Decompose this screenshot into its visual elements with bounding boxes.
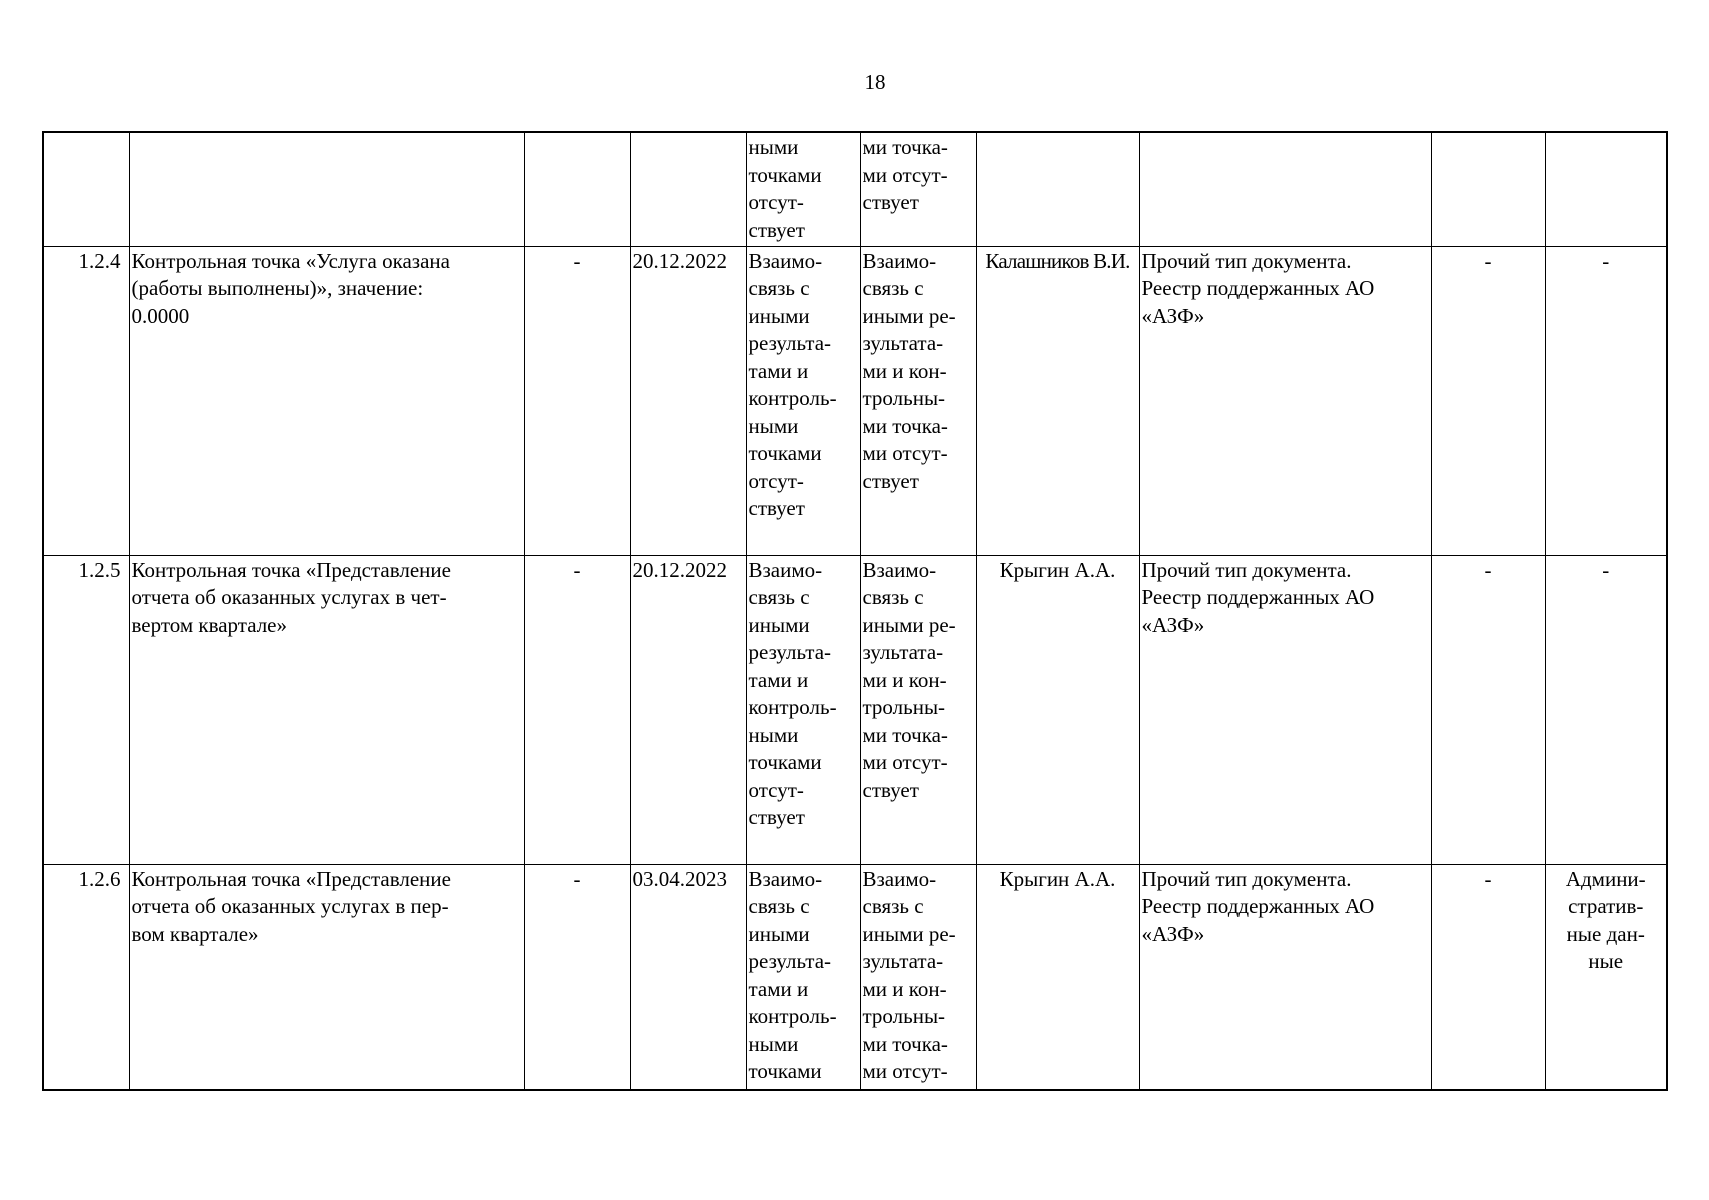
col9-cell: -	[1431, 555, 1545, 864]
table-row	[43, 246, 1667, 555]
cell-text-line: отсут-	[748, 777, 804, 802]
cell-text-line: Прочий тип документа.	[1141, 248, 1352, 273]
cell-text-line: (работы выполнены)», значение:	[131, 276, 424, 300]
cell-text-line: связь с	[748, 894, 810, 918]
table-body	[43, 132, 1667, 1090]
cell-text-line: результа-	[748, 640, 832, 664]
cell-text-line: Реестр поддержанных АО	[1141, 894, 1375, 918]
cell-text-line: ные дан-	[1566, 921, 1645, 946]
cell-text-line: Взаимо-	[748, 866, 823, 891]
relation-results-cell	[746, 246, 860, 555]
cell-text-line: ными	[748, 135, 799, 159]
cell-text-line: ми и кон-	[862, 358, 947, 383]
cell-text-line: ствует	[862, 777, 919, 802]
cell-text-line: Взаимо-	[862, 248, 937, 273]
cell-text-line: контроль-	[748, 1004, 837, 1028]
cell-text-line: связь с	[862, 894, 924, 918]
cell-text-line: Взаимо-	[748, 557, 823, 582]
cell-text-line: ми и кон-	[862, 667, 947, 692]
cell-text-line: точками	[748, 750, 822, 774]
col3-cell: -	[524, 246, 630, 555]
col9-cell: -	[1431, 246, 1545, 555]
cell-text-line: Прочий тип документа.	[1141, 557, 1352, 582]
document-type-cell	[1139, 246, 1431, 555]
control-point-name-cell	[129, 864, 524, 1090]
cell-text-line: иными	[748, 921, 810, 946]
cell-text-line: ми отсут-	[862, 441, 948, 465]
cell-text-line: тами и	[748, 358, 809, 383]
document-type-cell	[1139, 864, 1431, 1090]
cell-text-line: точками	[748, 162, 822, 187]
relation-results-cell	[746, 864, 860, 1090]
relation-results-cell	[746, 555, 860, 864]
cell-text-line: ми отсут-	[862, 750, 948, 774]
document-type-cell	[1139, 555, 1431, 864]
cell-text-line: «АЗФ»	[1141, 303, 1205, 328]
cell-text-line: иными	[748, 303, 810, 328]
cell-text-line: ными	[748, 1031, 799, 1056]
relation-points-cell	[860, 555, 976, 864]
control-points-table	[42, 131, 1668, 1091]
cell-text-line: ствует	[862, 190, 919, 214]
col10-cell	[1545, 555, 1667, 864]
cell-text-line: связь с	[748, 585, 810, 609]
date-cell: 20.12.2022	[630, 246, 746, 555]
date-cell: 20.12.2022	[630, 555, 746, 864]
cell-text-line: отсут-	[748, 190, 804, 214]
cell-text-line: связь с	[862, 585, 924, 609]
cell-text-line: Взаимо-	[748, 248, 823, 273]
cell-text-line: зультата-	[862, 640, 944, 664]
relation-points-cell	[860, 246, 976, 555]
cell-text-line: иными	[748, 612, 810, 637]
cell-text-line: иными ре-	[862, 612, 956, 637]
date-cell	[630, 132, 746, 246]
responsible-person-cell	[976, 132, 1139, 246]
table-row	[43, 555, 1667, 864]
row-number-cell: 1.2.5	[43, 555, 129, 864]
cell-text-line: ствует	[862, 468, 919, 493]
cell-text-line: стратив-	[1568, 894, 1644, 918]
col9-cell	[1431, 132, 1545, 246]
cell-text-line: Реестр поддержанных АО	[1141, 276, 1375, 300]
relation-points-cell	[860, 864, 976, 1090]
cell-text-line: вом квартале»	[131, 921, 259, 946]
cell-text-line: результа-	[748, 949, 832, 973]
cell-text-line: ми точка-	[862, 722, 948, 747]
cell-text-line: Прочий тип документа.	[1141, 866, 1352, 891]
cell-text-line: Взаимо-	[862, 866, 937, 891]
cell-text-line: «АЗФ»	[1141, 612, 1205, 637]
cell-text-line: отсут-	[748, 468, 804, 493]
row-number-cell	[43, 132, 129, 246]
cell-text-line: отчета об оказанных услугах в чет-	[131, 585, 447, 609]
cell-text-line: ми точка-	[862, 1031, 948, 1056]
cell-text-line: тами и	[748, 976, 809, 1001]
cell-text-line: ными	[748, 722, 799, 747]
page-number: 18	[864, 70, 886, 94]
cell-text-line: результа-	[748, 331, 832, 355]
cell-text-line: ными	[748, 413, 799, 438]
responsible-person-cell: Калашников В.И.	[976, 246, 1139, 555]
cell-text-line: Контрольная точка «Представление	[131, 866, 451, 891]
col10-cell	[1545, 864, 1667, 1090]
cell-text-line: -	[1602, 557, 1610, 582]
col3-cell	[524, 132, 630, 246]
cell-text-line: точками	[748, 1059, 822, 1083]
cell-text-line: связь с	[748, 276, 810, 300]
col10-cell	[1545, 246, 1667, 555]
cell-text-line: контроль-	[748, 386, 837, 410]
cell-text-line: иными ре-	[862, 303, 956, 328]
cell-text-line: «АЗФ»	[1141, 921, 1205, 946]
cell-text-line: ми точка-	[862, 135, 948, 159]
cell-text-line: 0.0000	[131, 303, 190, 328]
relation-points-cell	[860, 132, 976, 246]
cell-text-line: Взаимо-	[862, 557, 937, 582]
control-point-name-cell	[129, 246, 524, 555]
cell-text-line: ствует	[748, 496, 805, 520]
cell-text-line: трольны-	[862, 1004, 946, 1028]
cell-text-line: Контрольная точка «Представление	[131, 557, 451, 582]
cell-text-line: Реестр поддержанных АО	[1141, 585, 1375, 609]
cell-text-line: контроль-	[748, 695, 837, 719]
cell-text-line: трольны-	[862, 386, 946, 410]
cell-text-line: зультата-	[862, 331, 944, 355]
cell-text-line: иными ре-	[862, 921, 956, 946]
date-cell: 03.04.2023	[630, 864, 746, 1090]
cell-text-line: зультата-	[862, 949, 944, 973]
cell-text-line: ми отсут-	[862, 162, 948, 187]
cell-text-line: Админи-	[1565, 866, 1646, 891]
col3-cell: -	[524, 555, 630, 864]
cell-text-line: Контрольная точка «Услуга оказана	[131, 248, 450, 273]
document-type-cell	[1139, 132, 1431, 246]
cell-text-line: ми точка-	[862, 413, 948, 438]
cell-text-line: отчета об оказанных услугах в пер-	[131, 894, 449, 918]
cell-text-line: трольны-	[862, 695, 946, 719]
table-row	[43, 864, 1667, 1090]
cell-text-line: -	[1602, 248, 1610, 273]
cell-text-line: ствует	[748, 217, 805, 242]
col3-cell: -	[524, 864, 630, 1090]
relation-results-cell	[746, 132, 860, 246]
cell-text-line: ствует	[748, 805, 805, 829]
cell-text-line: ные	[1588, 949, 1624, 973]
cell-text-line: ми и кон-	[862, 976, 947, 1001]
control-point-name-cell	[129, 555, 524, 864]
cell-text-line: вертом квартале»	[131, 612, 288, 637]
cell-text-line: ми отсут-	[862, 1059, 948, 1083]
cell-text-line: тами и	[748, 667, 809, 692]
control-point-name-cell	[129, 132, 524, 246]
row-number-cell: 1.2.4	[43, 246, 129, 555]
col10-cell	[1545, 132, 1667, 246]
responsible-person-cell: Крыгин А.А.	[976, 555, 1139, 864]
col9-cell: -	[1431, 864, 1545, 1090]
cell-text-line: точками	[748, 441, 822, 465]
row-number-cell: 1.2.6	[43, 864, 129, 1090]
cell-text-line: связь с	[862, 276, 924, 300]
table-row	[43, 132, 1667, 246]
responsible-person-cell: Крыгин А.А.	[976, 864, 1139, 1090]
